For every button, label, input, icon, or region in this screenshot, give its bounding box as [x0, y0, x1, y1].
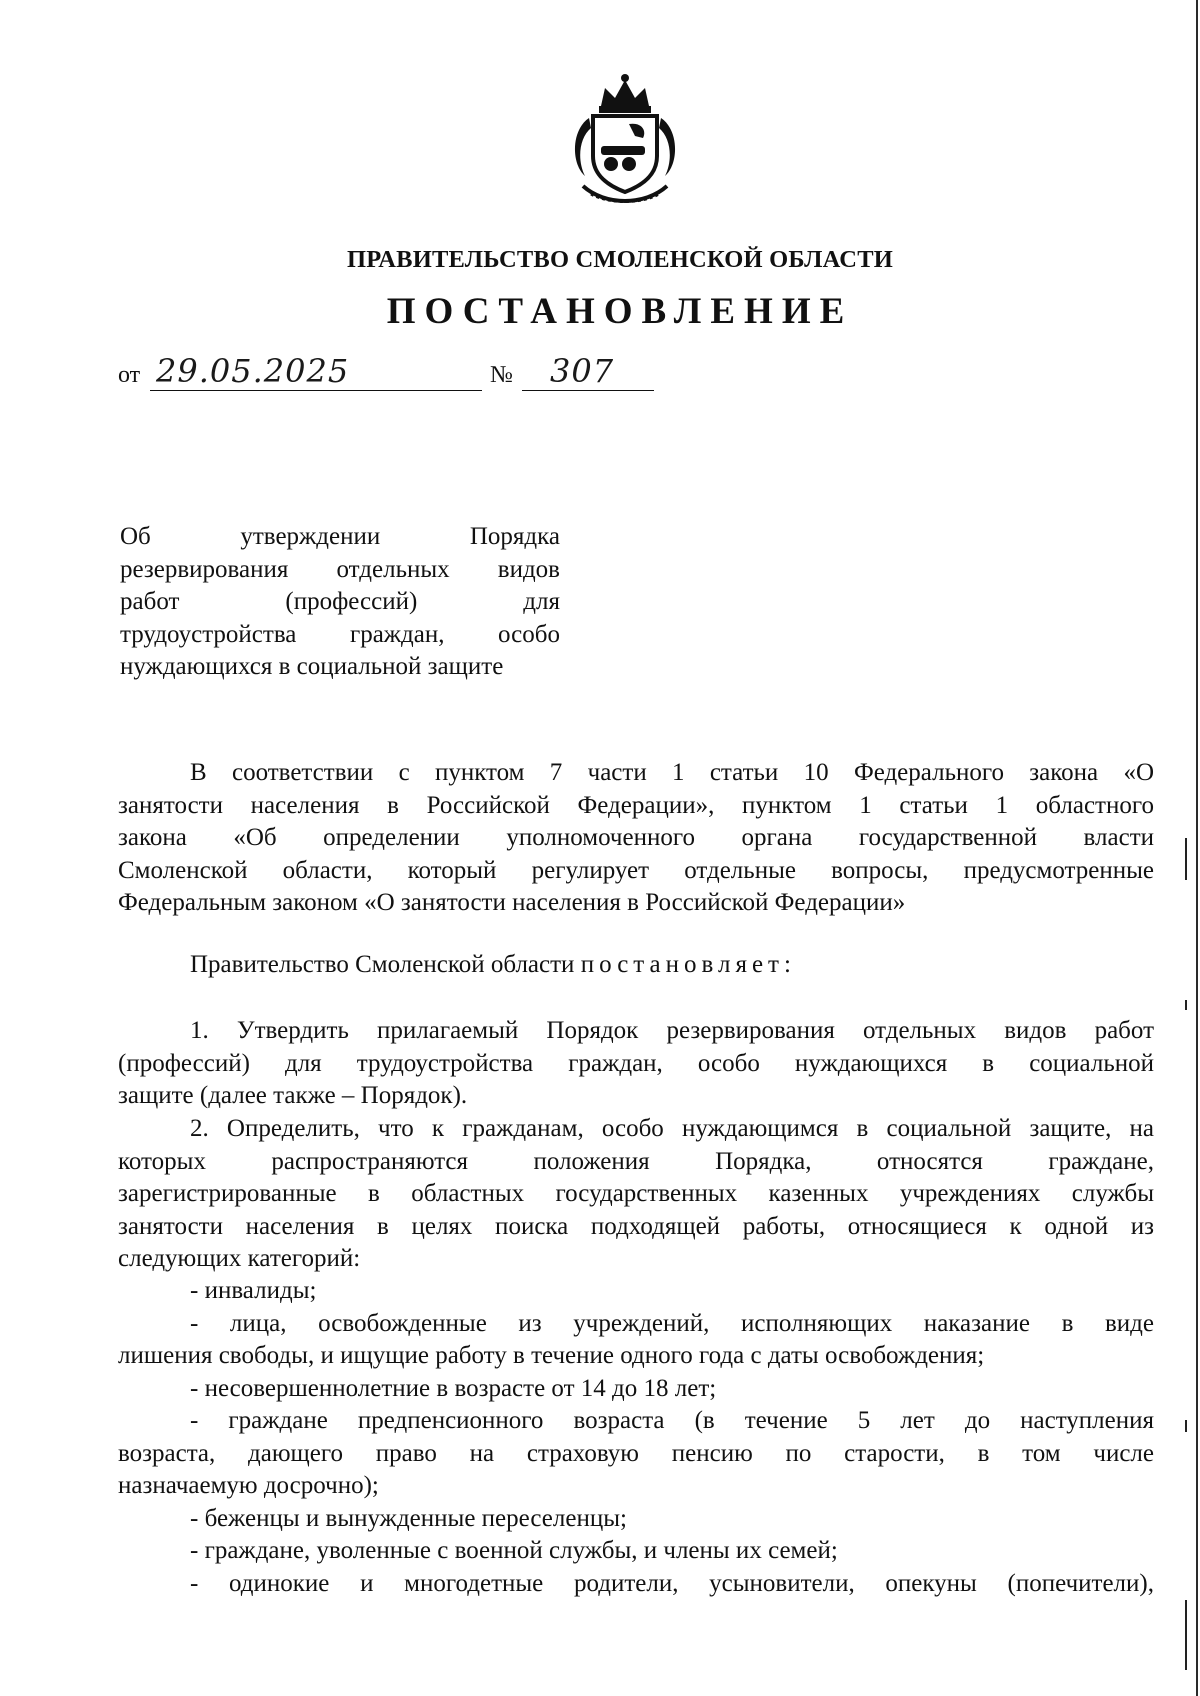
- item-1-paragraph: [118, 1015, 1154, 1113]
- list-item: - граждане предпенсионного возраста (в течение 5 лет до наступления: [190, 1407, 1154, 1434]
- text-line: занятости населения в целях поиска подходящей работы, относящиеся к одной из: [118, 1212, 1154, 1240]
- text-line: 2. Определить, что к гражданам, особо нуждающимся в социальной защите, на: [190, 1115, 1154, 1142]
- scan-mark: [1185, 838, 1187, 880]
- categories-list: [118, 1275, 1154, 1600]
- scan-mark: [1185, 1600, 1187, 1670]
- subject-line: работ (профессий) для: [120, 588, 560, 615]
- subject-line: нуждающихся в социальной защите: [120, 653, 504, 680]
- government-title: ПРАВИТЕЛЬСТВО СМОЛЕНСКОЙ ОБЛАСТИ: [347, 246, 893, 273]
- list-item: - инвалиды;: [190, 1277, 317, 1304]
- list-item-continuation: лишения свободы, и ищущие работу в течение одного года с даты освобождения;: [118, 1342, 985, 1369]
- resolves-prefix: Правительство Смоленской области: [190, 951, 581, 978]
- subject-line: Об утверждении Порядка: [120, 523, 560, 550]
- document-type-title: ПОСТАНОВЛЕНИЕ: [386, 291, 854, 332]
- handwritten-number: 307: [550, 352, 615, 390]
- resolves-word: постановляет:: [580, 951, 796, 978]
- text-line: В соответствии с пунктом 7 части 1 статьи 10 Федерального закона «О: [190, 759, 1154, 786]
- list-item-continuation: назначаемую досрочно);: [118, 1472, 379, 1499]
- list-item-continuation: возраста, дающего право на страховую пенсию по старости, в том числе: [118, 1439, 1154, 1467]
- resolves-line: [118, 949, 1154, 982]
- list-item: - граждане, уволенные с военной службы, и члены их семей;: [190, 1537, 838, 1564]
- coat-of-arms-emblem: [565, 72, 685, 208]
- list-item: - лица, освобожденные из учреждений, исполняющих наказание в виде: [190, 1309, 1154, 1337]
- text-line: закона «Об определении уполномоченного органа государственной власти: [118, 824, 1154, 851]
- list-item: - одинокие и многодетные родители, усыновители, опекуны (попечители),: [190, 1569, 1154, 1597]
- scan-mark: [1185, 1000, 1187, 1010]
- preamble-paragraph: [118, 757, 1154, 920]
- text-line: зарегистрированные в областных государственных казенных учреждениях службы: [118, 1180, 1154, 1207]
- text-line: (профессий) для трудоустройства граждан, особо нуждающихся в социальной: [118, 1049, 1154, 1077]
- resolves-paragraph: [118, 949, 1154, 982]
- text-line: защите (далее также – Порядок).: [118, 1082, 468, 1109]
- from-label: от: [118, 362, 141, 388]
- text-line: Смоленской области, который регулирует отдельные вопросы, предусмотренные: [118, 856, 1154, 884]
- subject-line: резервирования отдельных видов: [120, 555, 560, 583]
- text-line: которых распространяются положения Порядка, относятся граждане,: [118, 1147, 1154, 1175]
- list-item: - несовершеннолетние в возрасте от 14 до 18 лет;: [190, 1374, 717, 1402]
- handwritten-date: 29.05.2025: [156, 352, 350, 390]
- scan-mark: [1185, 1420, 1187, 1432]
- text-line: Федеральным законом «О занятости населения в Российской Федерации»: [118, 889, 906, 916]
- text-line: следующих категорий:: [118, 1245, 361, 1272]
- document-subject: [120, 521, 560, 684]
- date-underline: [150, 390, 482, 391]
- number-label: №: [490, 362, 513, 388]
- subject-line: трудоустройства граждан, особо: [120, 620, 560, 648]
- list-item: - беженцы и вынужденные переселенцы;: [190, 1504, 627, 1532]
- text-line: 1. Утвердить прилагаемый Порядок резервирования отдельных видов работ: [190, 1017, 1154, 1044]
- number-underline: [522, 390, 654, 391]
- item-2-paragraph: [118, 1113, 1154, 1276]
- text-line: занятости населения в Российской Федерации», пунктом 1 статьи 1 областного: [118, 791, 1154, 819]
